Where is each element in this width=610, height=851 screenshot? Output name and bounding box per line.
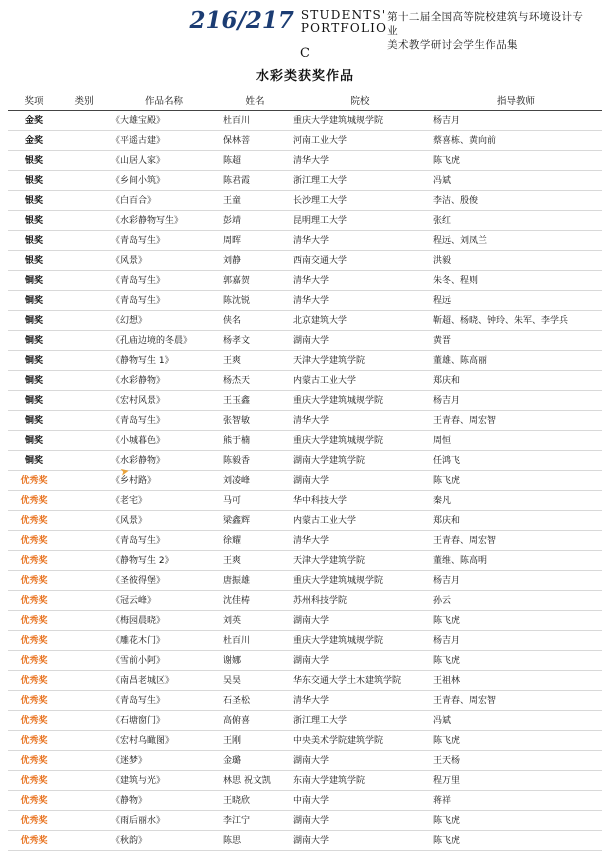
- cell-category: [60, 191, 108, 211]
- cell-work-title: 《静物写生 1》: [108, 351, 220, 371]
- table-row: [8, 151, 602, 171]
- cell-work-title: 《青岛写生》: [108, 271, 220, 291]
- cell-school: 浙江理工大学: [290, 171, 430, 191]
- table-row: [8, 351, 602, 371]
- cell-work-title: 《水彩静物》: [108, 451, 220, 471]
- col-header-work-title: 作品名称: [108, 90, 220, 111]
- cell-advisor: 杨吉月: [430, 571, 602, 591]
- table-header: [8, 90, 602, 111]
- cell-award: 银奖: [8, 251, 60, 271]
- cell-work-title: 《小城暮色》: [108, 431, 220, 451]
- cell-work-title: 《冠云峰》: [108, 591, 220, 611]
- table-row: [8, 411, 602, 431]
- col-header-school: 院校: [290, 90, 430, 111]
- conference-title-line-2: 美术教学研讨会学生作品集: [387, 39, 518, 51]
- cell-category: [60, 831, 108, 851]
- cell-school: 中南大学: [290, 791, 430, 811]
- table-row: [8, 771, 602, 791]
- cell-student-name: 刘静: [220, 251, 290, 271]
- handwritten-arrow-marker: ➤: [118, 464, 131, 479]
- table-row: [8, 691, 602, 711]
- col-header-award: 奖项: [8, 90, 60, 111]
- cell-award: 优秀奖: [8, 731, 60, 751]
- table-row: [8, 751, 602, 771]
- cell-award: 铜奖: [8, 431, 60, 451]
- cell-student-name: 杜百川: [220, 111, 290, 131]
- cell-school: 长沙理工大学: [290, 191, 430, 211]
- cell-advisor: 程远、刘凤兰: [430, 231, 602, 251]
- cell-advisor: 王青春、周宏智: [430, 691, 602, 711]
- cell-award: 银奖: [8, 231, 60, 251]
- cell-student-name: 王爽: [220, 351, 290, 371]
- cell-student-name: 林思 祝文凯: [220, 771, 290, 791]
- cell-advisor: 王祖林: [430, 671, 602, 691]
- cell-advisor: 陈飞虎: [430, 471, 602, 491]
- cell-category: [60, 331, 108, 351]
- table-row: [8, 131, 602, 151]
- cell-student-name: 杜百川: [220, 631, 290, 651]
- cell-category: [60, 291, 108, 311]
- cell-award: 银奖: [8, 151, 60, 171]
- cell-award: 银奖: [8, 191, 60, 211]
- cell-category: [60, 671, 108, 691]
- table-row: [8, 271, 602, 291]
- cell-school: 湖南大学: [290, 831, 430, 851]
- cell-work-title: 《建筑与光》: [108, 771, 220, 791]
- cell-school: 清华大学: [290, 531, 430, 551]
- cell-category: [60, 131, 108, 151]
- cell-award: 优秀奖: [8, 691, 60, 711]
- cell-school: 清华大学: [290, 411, 430, 431]
- portfolio-line-1: STUDENTS': [300, 8, 387, 22]
- table-row: [8, 551, 602, 571]
- cell-award: 优秀奖: [8, 591, 60, 611]
- cell-category: [60, 571, 108, 591]
- col-header-advisor: 指导教师: [430, 90, 602, 111]
- cell-student-name: 陈超: [220, 151, 290, 171]
- cell-school: 中央美术学院建筑学院: [290, 731, 430, 751]
- cell-student-name: 沈佳梼: [220, 591, 290, 611]
- cell-work-title: 《乡间小筑》: [108, 171, 220, 191]
- cell-category: [60, 711, 108, 731]
- cell-work-title: 《雨后丽水》: [108, 811, 220, 831]
- cell-category: [60, 371, 108, 391]
- cell-advisor: 郑庆和: [430, 371, 602, 391]
- cell-student-name: 侠名: [220, 311, 290, 331]
- cell-advisor: 朱冬、程则: [430, 271, 602, 291]
- table-row: [8, 671, 602, 691]
- table-row: [8, 531, 602, 551]
- cell-work-title: 《雕花木门》: [108, 631, 220, 651]
- cell-school: 北京建筑大学: [290, 311, 430, 331]
- cell-category: [60, 551, 108, 571]
- cell-advisor: 陈飞虎: [430, 831, 602, 851]
- cell-award: 银奖: [8, 211, 60, 231]
- cell-advisor: 黄晋: [430, 331, 602, 351]
- cell-advisor: 陈飞虎: [430, 611, 602, 631]
- cell-advisor: 陈飞虎: [430, 151, 602, 171]
- cell-student-name: 王晓欣: [220, 791, 290, 811]
- cell-student-name: 金璐: [220, 751, 290, 771]
- cell-category: [60, 591, 108, 611]
- cell-student-name: 高俯喜: [220, 711, 290, 731]
- cell-category: [60, 311, 108, 331]
- cell-work-title: 《秋韵》: [108, 831, 220, 851]
- cell-category: [60, 211, 108, 231]
- cell-work-title: 《梅园晨晓》: [108, 611, 220, 631]
- cell-advisor: 杨吉月: [430, 111, 602, 131]
- portfolio-line-2: PORTFOLIO: [300, 21, 388, 35]
- cell-school: 昆明理工大学: [290, 211, 430, 231]
- cell-category: [60, 651, 108, 671]
- table-header-row: [8, 90, 602, 111]
- cell-school: 河南工业大学: [290, 131, 430, 151]
- cell-school: 清华大学: [290, 691, 430, 711]
- cell-category: [60, 791, 108, 811]
- cell-work-title: 《迷梦》: [108, 751, 220, 771]
- cell-work-title: 《青岛写生》: [108, 531, 220, 551]
- cell-work-title: 《幻想》: [108, 311, 220, 331]
- cell-school: 浙江理工大学: [290, 711, 430, 731]
- cell-work-title: 《大雄宝殿》: [108, 111, 220, 131]
- cell-award: 优秀奖: [8, 551, 60, 571]
- table-row: [8, 231, 602, 251]
- cell-school: 湖南大学: [290, 751, 430, 771]
- cell-school: 内蒙古工业大学: [290, 371, 430, 391]
- cell-advisor: 任鸿飞: [430, 451, 602, 471]
- cell-school: 天津大学建筑学院: [290, 551, 430, 571]
- section-letter: C: [300, 46, 310, 61]
- table-row: [8, 191, 602, 211]
- cell-category: [60, 271, 108, 291]
- cell-student-name: 徐耀: [220, 531, 290, 551]
- cell-school: 西南交通大学: [290, 251, 430, 271]
- cell-work-title: 《石塘窗门》: [108, 711, 220, 731]
- cell-school: 重庆大学建筑城规学院: [290, 391, 430, 411]
- cell-work-title: 《风景》: [108, 511, 220, 531]
- cell-award: 优秀奖: [8, 491, 60, 511]
- cell-school: 湖南大学: [290, 471, 430, 491]
- awards-table-container: [0, 90, 610, 851]
- cell-advisor: 陈飞虎: [430, 731, 602, 751]
- cell-work-title: 《水彩静物写生》: [108, 211, 220, 231]
- cell-work-title: 《雪前小阿》: [108, 651, 220, 671]
- table-row: [8, 371, 602, 391]
- col-header-category: 类别: [60, 90, 108, 111]
- portfolio-wordmark: [301, 8, 387, 35]
- cell-school: 清华大学: [290, 151, 430, 171]
- cell-student-name: 石圣松: [220, 691, 290, 711]
- cell-award: 铜奖: [8, 331, 60, 351]
- awards-table: [8, 90, 602, 851]
- cell-student-name: 王刚: [220, 731, 290, 751]
- cell-work-title: 《老宅》: [108, 491, 220, 511]
- cell-student-name: 王玉鑫: [220, 391, 290, 411]
- page-number: 216/217: [189, 7, 294, 34]
- cell-school: 华东交通大学土木建筑学院: [290, 671, 430, 691]
- cell-award: 优秀奖: [8, 811, 60, 831]
- cell-award: 铜奖: [8, 451, 60, 471]
- cell-award: 优秀奖: [8, 571, 60, 591]
- cell-school: 东南大学建筑学院: [290, 771, 430, 791]
- cell-advisor: 陈飞虎: [430, 811, 602, 831]
- cell-school: 天津大学建筑学院: [290, 351, 430, 371]
- cell-award: 优秀奖: [8, 511, 60, 531]
- cell-award: 铜奖: [8, 351, 60, 371]
- cell-category: [60, 351, 108, 371]
- cell-student-name: 刘英: [220, 611, 290, 631]
- cell-advisor: 李洁、殷俊: [430, 191, 602, 211]
- cell-work-title: 《乡村路》: [108, 471, 220, 491]
- cell-student-name: 梁鑫辉: [220, 511, 290, 531]
- cell-category: [60, 811, 108, 831]
- table-row: [8, 291, 602, 311]
- cell-school: 重庆大学建筑城规学院: [290, 111, 430, 131]
- cell-student-name: 彭靖: [220, 211, 290, 231]
- cell-advisor: 王天杨: [430, 751, 602, 771]
- table-row: [8, 791, 602, 811]
- cell-category: [60, 171, 108, 191]
- cell-student-name: 唐振雄: [220, 571, 290, 591]
- cell-category: [60, 151, 108, 171]
- table-row: [8, 811, 602, 831]
- cell-work-title: 《青岛写生》: [108, 231, 220, 251]
- cell-award: 铜奖: [8, 291, 60, 311]
- cell-award: 优秀奖: [8, 751, 60, 771]
- cell-advisor: 孙云: [430, 591, 602, 611]
- cell-work-title: 《南昌老城区》: [108, 671, 220, 691]
- cell-advisor: 董雄、陈高丽: [430, 351, 602, 371]
- cell-category: [60, 731, 108, 751]
- cell-advisor: 冯斌: [430, 711, 602, 731]
- cell-work-title: 《孔庙边境的冬晨》: [108, 331, 220, 351]
- cell-student-name: 杨杰天: [220, 371, 290, 391]
- cell-student-name: 李江宁: [220, 811, 290, 831]
- cell-award: 优秀奖: [8, 671, 60, 691]
- cell-award: 优秀奖: [8, 831, 60, 851]
- cell-student-name: 王爽: [220, 551, 290, 571]
- cell-category: [60, 491, 108, 511]
- cell-advisor: 张红: [430, 211, 602, 231]
- table-row: [8, 591, 602, 611]
- cell-work-title: 《青岛写生》: [108, 291, 220, 311]
- table-row: [8, 471, 602, 491]
- cell-work-title: 《宏村风景》: [108, 391, 220, 411]
- table-row: [8, 611, 602, 631]
- cell-school: 清华大学: [290, 291, 430, 311]
- table-body: [8, 111, 602, 851]
- cell-work-title: 《静物写生 2》: [108, 551, 220, 571]
- cell-school: 重庆大学建筑城规学院: [290, 431, 430, 451]
- table-row: [8, 571, 602, 591]
- cell-category: [60, 411, 108, 431]
- page-header: [0, 0, 610, 51]
- cell-student-name: 陈君霞: [220, 171, 290, 191]
- cell-student-name: 王童: [220, 191, 290, 211]
- cell-student-name: 陈思: [220, 831, 290, 851]
- cell-student-name: 杨孝文: [220, 331, 290, 351]
- table-row: [8, 651, 602, 671]
- cell-school: 清华大学: [290, 231, 430, 251]
- cell-work-title: 《平遥古建》: [108, 131, 220, 151]
- cell-category: [60, 611, 108, 631]
- table-row: [8, 431, 602, 451]
- cell-school: 苏州科技学院: [290, 591, 430, 611]
- table-row: [8, 831, 602, 851]
- cell-school: 湖南大学: [290, 611, 430, 631]
- cell-advisor: 周恒: [430, 431, 602, 451]
- table-row: [8, 331, 602, 351]
- cell-school: 湖南大学: [290, 651, 430, 671]
- cell-award: 优秀奖: [8, 531, 60, 551]
- cell-work-title: 《静物》: [108, 791, 220, 811]
- table-row: [8, 711, 602, 731]
- cell-award: 铜奖: [8, 271, 60, 291]
- cell-student-name: 郭嘉贺: [220, 271, 290, 291]
- cell-award: 金奖: [8, 111, 60, 131]
- cell-award: 优秀奖: [8, 711, 60, 731]
- cell-award: 优秀奖: [8, 771, 60, 791]
- section-title: 水彩类获奖作品: [255, 69, 354, 84]
- cell-category: [60, 531, 108, 551]
- cell-category: [60, 631, 108, 651]
- table-row: [8, 631, 602, 651]
- cell-award: 铜奖: [8, 371, 60, 391]
- cell-category: [60, 511, 108, 531]
- table-row: [8, 391, 602, 411]
- table-row: [8, 171, 602, 191]
- cell-student-name: 保林菩: [220, 131, 290, 151]
- cell-award: 优秀奖: [8, 651, 60, 671]
- conference-title-line-1: 第十二届全国高等院校建筑与环境设计专业: [387, 11, 584, 37]
- cell-advisor: 冯斌: [430, 171, 602, 191]
- header-brand: [189, 8, 387, 35]
- cell-advisor: 蔡喜栋、黄向前: [430, 131, 602, 151]
- table-row: [8, 451, 602, 471]
- cell-student-name: 谢娜: [220, 651, 290, 671]
- cell-work-title: 《青岛写生》: [108, 691, 220, 711]
- col-header-student-name: 姓名: [220, 90, 290, 111]
- cell-advisor: 陈飞虎: [430, 651, 602, 671]
- cell-award: 优秀奖: [8, 471, 60, 491]
- cell-category: [60, 391, 108, 411]
- cell-student-name: 吴昊: [220, 671, 290, 691]
- header-conference-title: [387, 8, 600, 52]
- cell-advisor: 杨吉月: [430, 391, 602, 411]
- cell-student-name: 陈沈锐: [220, 291, 290, 311]
- cell-advisor: 董维、陈高明: [430, 551, 602, 571]
- cell-award: 铜奖: [8, 391, 60, 411]
- table-row: [8, 111, 602, 131]
- cell-school: 湖南大学: [290, 331, 430, 351]
- cell-student-name: 张智敏: [220, 411, 290, 431]
- cell-category: [60, 231, 108, 251]
- cell-advisor: 郑庆和: [430, 511, 602, 531]
- cell-award: 金奖: [8, 131, 60, 151]
- cell-advisor: 蒋祥: [430, 791, 602, 811]
- table-row: [8, 211, 602, 231]
- cell-student-name: 周晖: [220, 231, 290, 251]
- cell-award: 优秀奖: [8, 791, 60, 811]
- cell-advisor: 靳超、杨晓、钟玲、朱军、李学兵: [430, 311, 602, 331]
- cell-category: [60, 251, 108, 271]
- cell-category: [60, 471, 108, 491]
- table-row: [8, 731, 602, 751]
- cell-advisor: 杨吉月: [430, 631, 602, 651]
- cell-award: 铜奖: [8, 411, 60, 431]
- cell-advisor: 程万里: [430, 771, 602, 791]
- cell-school: 湖南大学: [290, 811, 430, 831]
- table-row: [8, 511, 602, 531]
- cell-category: [60, 751, 108, 771]
- table-row: [8, 251, 602, 271]
- cell-school: 内蒙古工业大学: [290, 511, 430, 531]
- cell-work-title: 《圣彼得堡》: [108, 571, 220, 591]
- cell-student-name: 刘凌峰: [220, 471, 290, 491]
- cell-award: 银奖: [8, 171, 60, 191]
- cell-work-title: 《青岛写生》: [108, 411, 220, 431]
- cell-school: 清华大学: [290, 271, 430, 291]
- cell-work-title: 《水彩静物》: [108, 371, 220, 391]
- cell-work-title: 《白百合》: [108, 191, 220, 211]
- cell-category: [60, 691, 108, 711]
- cell-student-name: 马可: [220, 491, 290, 511]
- cell-advisor: 王青春、周宏智: [430, 531, 602, 551]
- cell-advisor: 王青春、周宏智: [430, 411, 602, 431]
- cell-school: 华中科技大学: [290, 491, 430, 511]
- cell-school: 重庆大学建筑城规学院: [290, 571, 430, 591]
- cell-award: 优秀奖: [8, 631, 60, 651]
- cell-school: 湖南大学建筑学院: [290, 451, 430, 471]
- cell-category: [60, 451, 108, 471]
- cell-award: 铜奖: [8, 311, 60, 331]
- cell-advisor: 秦凡: [430, 491, 602, 511]
- table-row: [8, 311, 602, 331]
- cell-category: [60, 771, 108, 791]
- cell-advisor: 程远: [430, 291, 602, 311]
- cell-work-title: 《宏村乌瞰图》: [108, 731, 220, 751]
- table-row: [8, 491, 602, 511]
- cell-student-name: 熊于楠: [220, 431, 290, 451]
- cell-award: 优秀奖: [8, 611, 60, 631]
- cell-category: [60, 111, 108, 131]
- cell-advisor: 洪毅: [430, 251, 602, 271]
- cell-work-title: 《风景》: [108, 251, 220, 271]
- cell-category: [60, 431, 108, 451]
- cell-student-name: 陈毅香: [220, 451, 290, 471]
- cell-school: 重庆大学建筑城规学院: [290, 631, 430, 651]
- cell-work-title: 《山居人家》: [108, 151, 220, 171]
